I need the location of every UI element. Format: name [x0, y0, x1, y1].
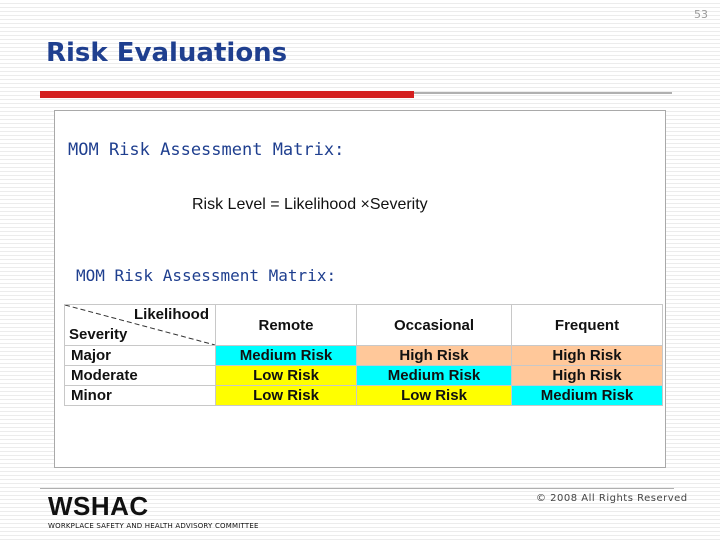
table-row: [65, 346, 663, 366]
content-box: [54, 110, 666, 468]
row-label: Major: [65, 346, 216, 366]
copyright-notice: © 2008 All Rights Reserved: [536, 493, 688, 504]
risk-cell: High Risk: [357, 346, 512, 366]
slide-number: 53: [694, 8, 708, 21]
risk-cell: Low Risk: [216, 386, 357, 406]
risk-cell: Medium Risk: [512, 386, 663, 406]
table-row: [65, 386, 663, 406]
severity-axis-label: Severity: [69, 326, 128, 343]
wshac-logo: WSHAC: [48, 491, 149, 521]
matrix-corner-cell: [65, 305, 216, 346]
column-header: Occasional: [357, 305, 512, 346]
risk-cell: Medium Risk: [357, 366, 512, 386]
column-header: Frequent: [512, 305, 663, 346]
page-title: Risk Evaluations: [46, 38, 288, 68]
risk-cell: High Risk: [512, 346, 663, 366]
likelihood-axis-label: Likelihood: [134, 306, 209, 323]
matrix-subheading: MOM Risk Assessment Matrix:: [76, 266, 337, 285]
column-header: Remote: [216, 305, 357, 346]
risk-cell: Low Risk: [216, 366, 357, 386]
risk-formula: Risk Level = Likelihood ×Severity: [192, 196, 428, 213]
row-label: Minor: [65, 386, 216, 406]
logo-subtitle: WORKPLACE SAFETY AND HEALTH ADVISORY COMMITTEE: [48, 522, 259, 530]
matrix-heading: MOM Risk Assessment Matrix:: [68, 140, 345, 160]
title-underline-accent: [40, 91, 414, 98]
table-row: [65, 366, 663, 386]
title-underline: [414, 92, 672, 94]
risk-cell: Medium Risk: [216, 346, 357, 366]
table-header-row: [65, 305, 663, 346]
risk-matrix-table: [64, 304, 663, 406]
risk-cell: High Risk: [512, 366, 663, 386]
risk-cell: Low Risk: [357, 386, 512, 406]
footer-divider: [40, 488, 674, 489]
row-label: Moderate: [65, 366, 216, 386]
